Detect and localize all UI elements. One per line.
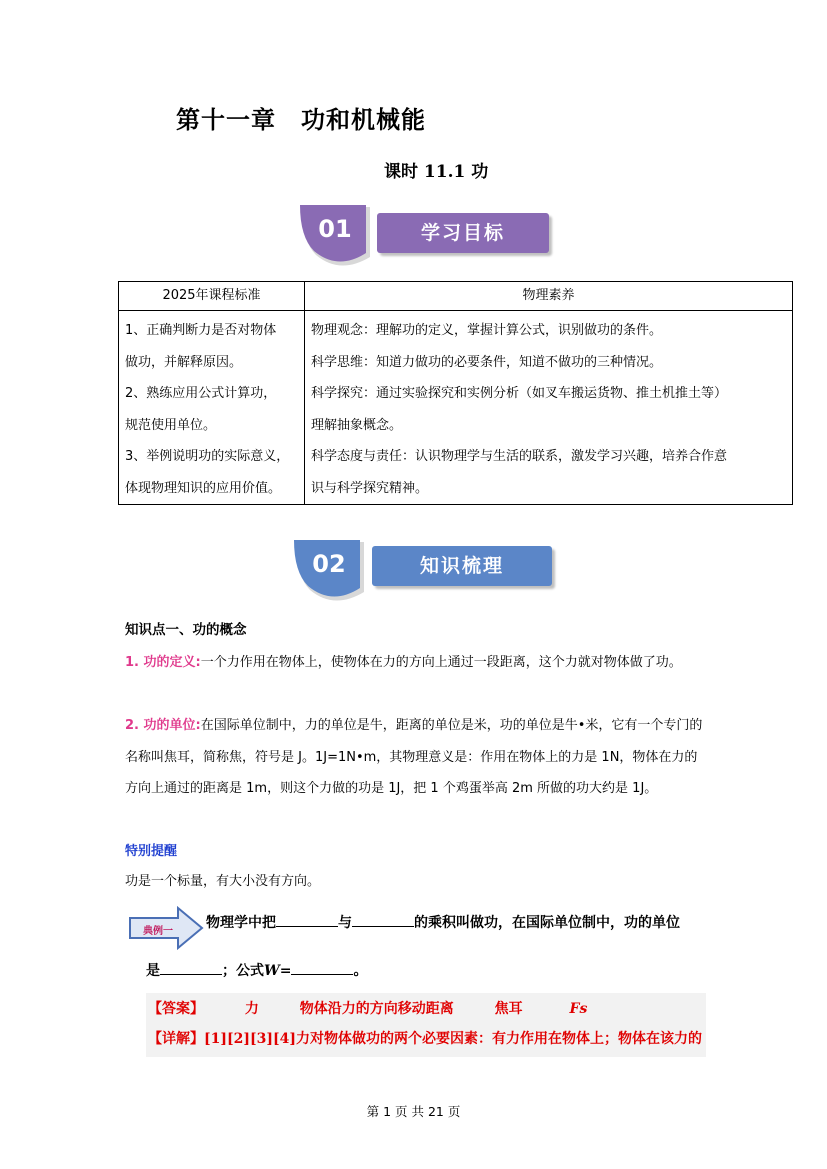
standards-cell [119,311,305,505]
table-header-standards: 2025年课程标准 [119,282,305,311]
unit-paragraph [125,710,710,805]
section-label: 知识梳理 [372,546,552,586]
answer-blank[interactable] [291,960,353,975]
standard-line: 2、熟练应用公式计算功， [125,386,277,401]
standard-line: 做功，并解释原因。 [125,354,243,370]
table-header-literacy: 物理素养 [305,282,793,311]
standard-line: 体现物理知识的应用价值。 [125,480,282,496]
answer-line [148,998,587,1018]
lesson-title: 课时 11.1 功 [384,162,489,182]
detail-line [148,1028,702,1048]
answer-value: 力 [244,1001,259,1017]
question-text: 。 [353,963,368,979]
question-text: 与 [338,915,352,931]
answer-blank[interactable] [160,960,222,975]
section-banner-goals [300,205,560,270]
page-footer: 第 1 页 共 21 页 [366,1104,461,1119]
special-reminder-text: 功是一个标量，有大小没有方向。 [125,874,321,889]
formula-variable: W [264,963,280,979]
example-tag: 典例一 [143,926,173,937]
section-label: 学习目标 [377,213,549,253]
answer-value: 焦耳 [494,1001,523,1017]
chapter-title: 第十一章 功和机械能 [176,105,426,134]
literacy-line: 物理观念：理解功的定义，掌握计算公式，识别做功的条件。 [311,323,663,338]
goals-table [118,281,793,505]
definition-paragraph [125,647,710,679]
literacy-line: 科学思维：知道力做功的必要条件，知道不做功的三种情况。 [311,354,663,370]
section-banner-knowledge [294,540,564,605]
example-question-line1 [206,912,680,932]
answer-value: Fs [569,1001,588,1017]
section-number: 02 [312,550,346,578]
section-number: 01 [318,215,352,243]
unit-label: 2. 功的单位: [125,718,201,733]
unit-text: 在国际单位制中，力的单位是牛，距离的单位是米，功的单位是牛•米，它有一个专门的名称叫焦耳，简称焦，符号是 J。1J=1N•m，其物理意义是：作用在物体上的力是 1N，物体在力的方向上通过的距离是 1m，则这个力做的功是 1J，把 1 个鸡蛋举高 2m 所做的功大约是 1J。 [125,718,703,796]
question-text: 的乘积叫做功，在国际单位制中，功的单位 [414,915,680,931]
standard-line: 规范使用单位。 [125,417,217,433]
answer-blank[interactable] [276,912,338,927]
detail-text: [1][2][3][4]力对物体做功的两个必要因素：有力作用在物体上；物体在该力的 [204,1031,702,1047]
definition-text: 一个力作用在物体上，使物体在力的方向上通过一段距离，这个力就对物体做了功。 [200,655,682,670]
literacy-line: 科学探究：通过实验探究和实例分析（如叉车搬运货物、推土机推土等） [311,386,728,401]
question-text: = [279,963,292,979]
special-reminder-title: 特别提醒 [125,844,178,859]
literacy-line: 理解抽象概念。 [311,417,403,433]
standard-line: 3、举例说明功的实际意义， [125,449,290,464]
answer-blank[interactable] [352,912,414,927]
example-question-line2 [146,960,367,980]
knowledge-point-title: 知识点一、功的概念 [125,622,247,638]
answer-value: 物体沿力的方向移动距离 [299,1001,454,1017]
definition-label: 1. 功的定义: [125,655,201,670]
answer-label: 【答案】 [148,1001,204,1017]
standard-line: 1、正确判断力是否对物体 [125,323,277,338]
question-text: 物理学中把 [206,915,276,931]
detail-label: 【详解】 [148,1031,204,1047]
literacy-line: 科学态度与责任：认识物理学与生活的联系，激发学习兴趣，培养合作意 [311,449,728,464]
literacy-line: 识与科学探究精神。 [311,480,429,496]
question-text: ；公式 [222,963,264,979]
literacy-cell [305,311,793,505]
question-text: 是 [146,963,160,979]
